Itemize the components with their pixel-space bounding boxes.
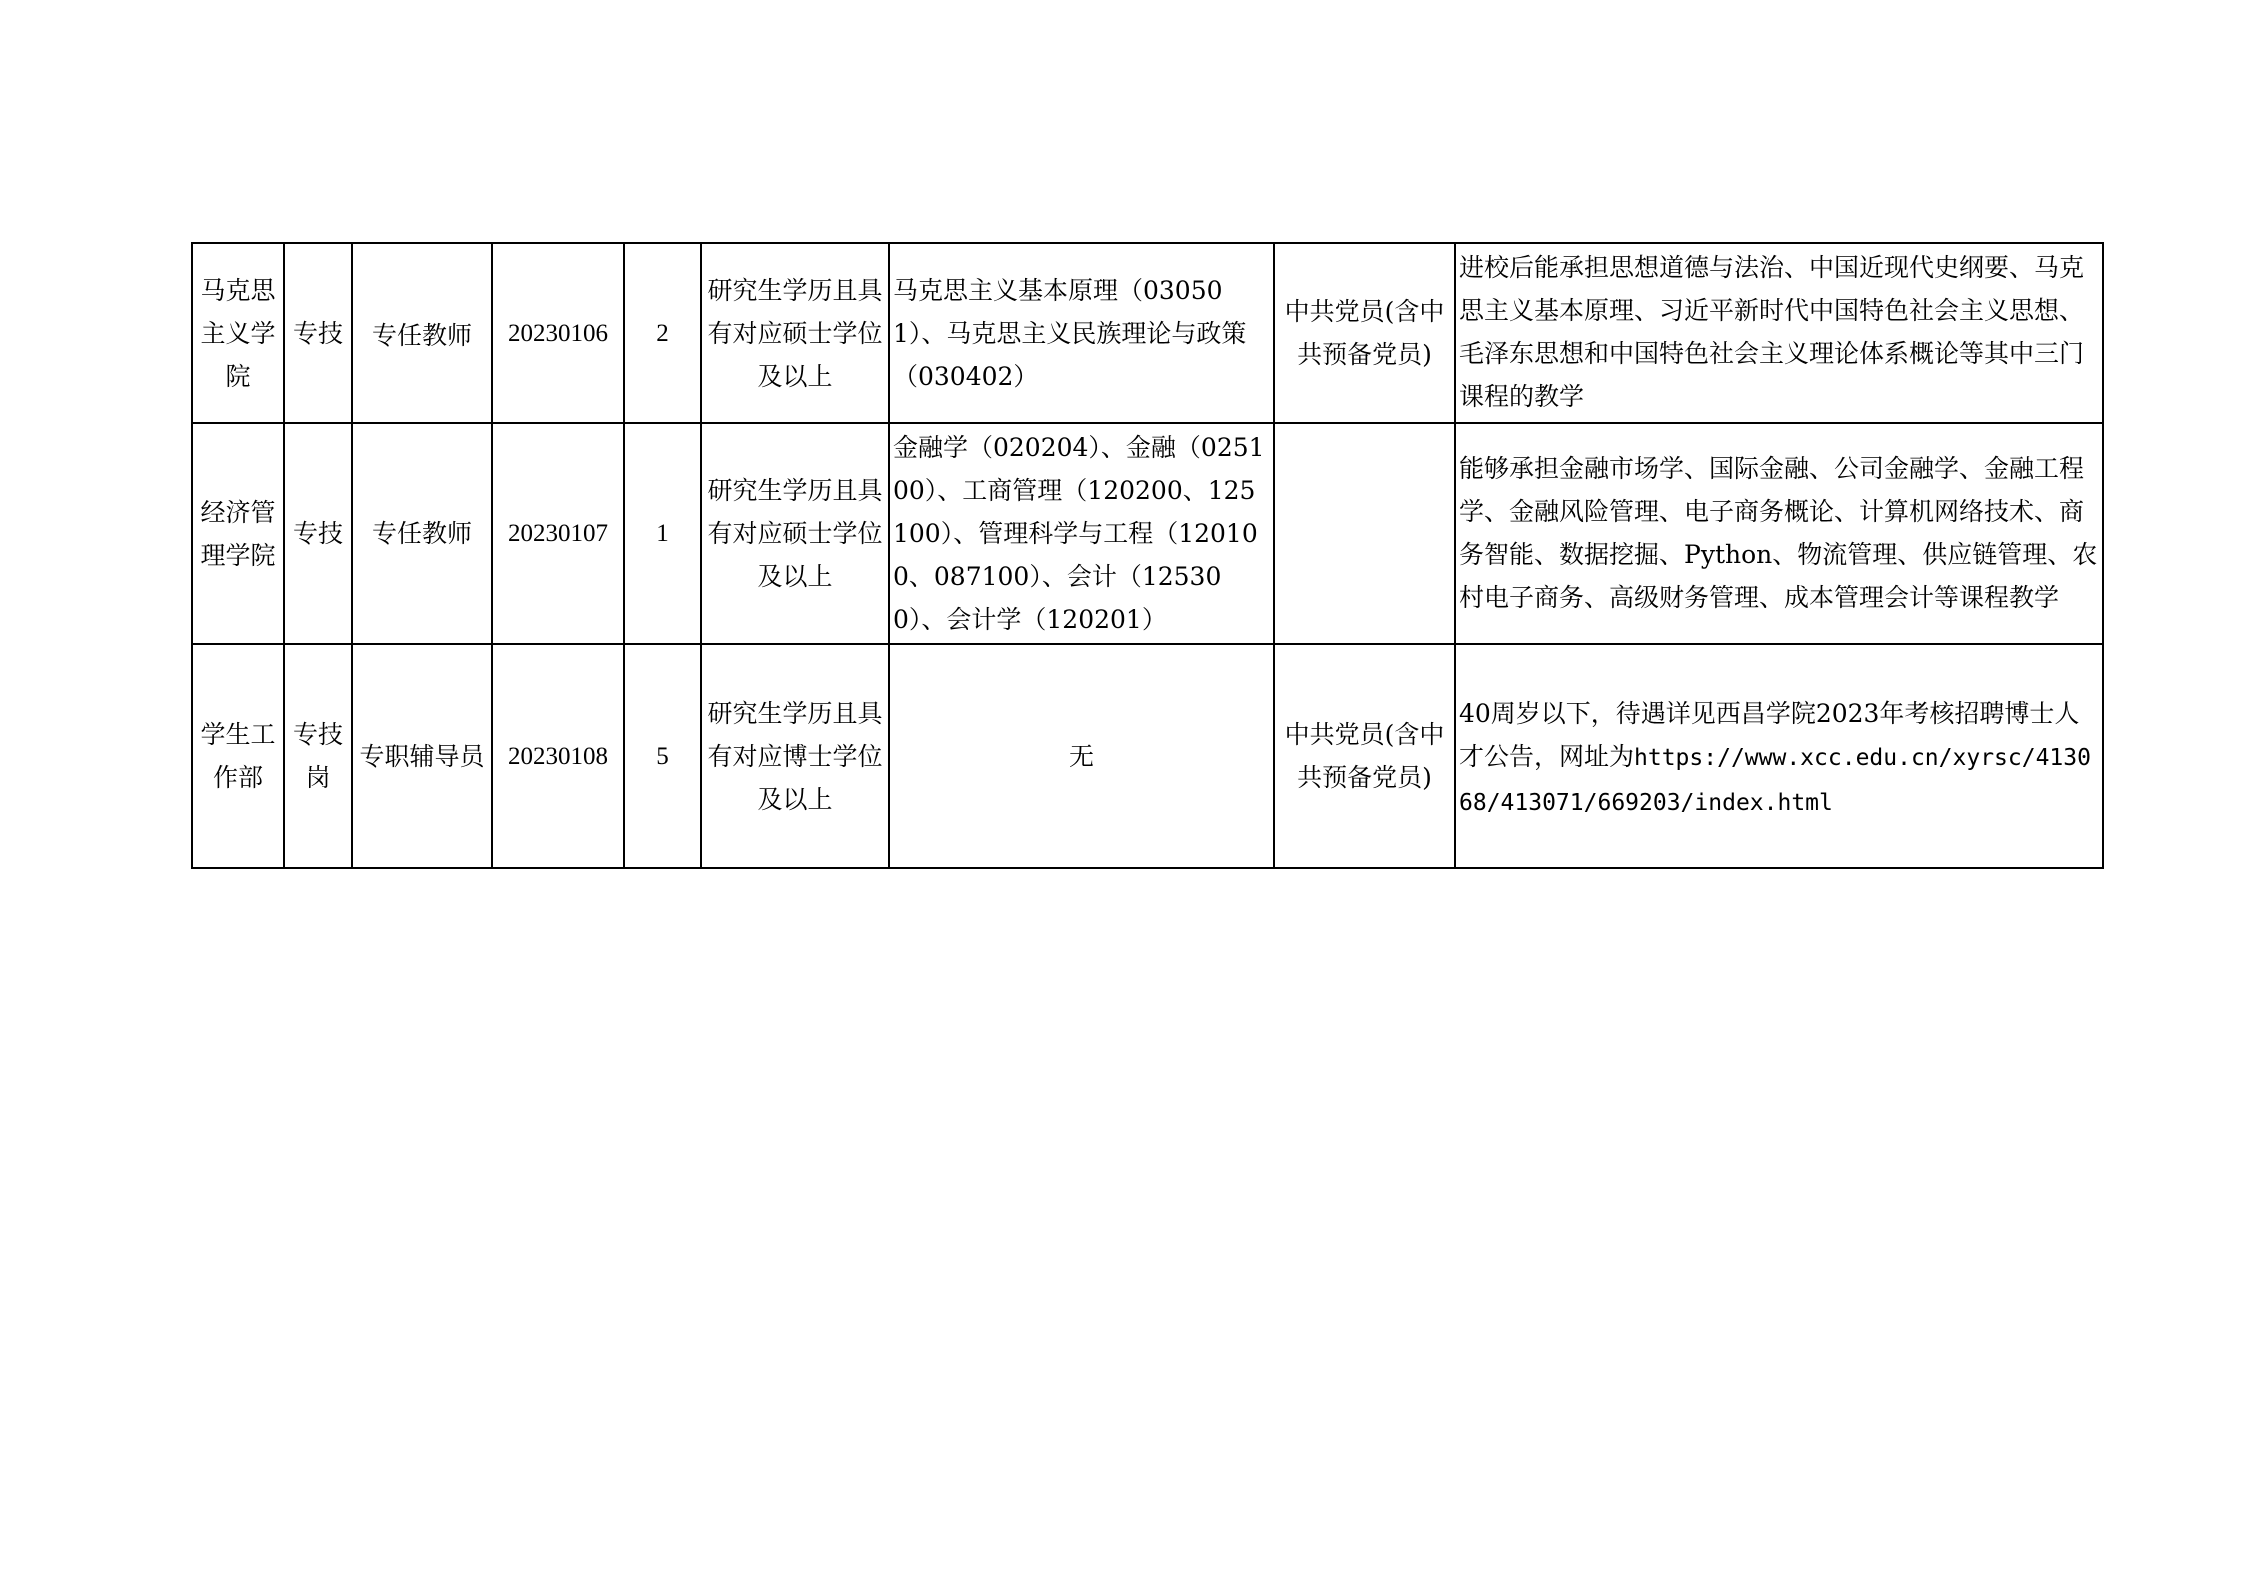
count-cell: 1 — [624, 423, 701, 644]
requirements-cell — [1455, 423, 2103, 644]
count-cell: 5 — [624, 644, 701, 868]
majors-cell: 金融学（020204）、金融（025100）、工商管理（120200、125100）、管理科学与工程（120100、087100）、会计（125300）、会计学（120201） — [889, 423, 1274, 644]
education-cell: 研究生学历且具有对应博士学位及以上 — [701, 644, 889, 868]
table-row — [192, 644, 2103, 868]
position-cell: 专职辅导员 — [352, 644, 492, 868]
code-cell: 20230107 — [492, 423, 624, 644]
education-cell: 研究生学历且具有对应硕士学位及以上 — [701, 423, 889, 644]
requirements-cell — [1455, 644, 2103, 868]
department-cell: 经济管理学院 — [192, 423, 284, 644]
political-cell — [1274, 423, 1455, 644]
code-cell: 20230108 — [492, 644, 624, 868]
requirements-cell — [1455, 243, 2103, 423]
post-type-cell: 专技 — [284, 423, 352, 644]
position-cell: 专任教师 — [352, 423, 492, 644]
department-cell: 马克思主义学院 — [192, 243, 284, 423]
requirements-text: 40周岁以下，待遇详见西昌学院2023年考核招聘博士人才公告，网址为 — [1459, 698, 2080, 771]
department-cell: 学生工作部 — [192, 644, 284, 868]
majors-cell: 马克思主义基本原理（030501）、马克思主义民族理论与政策（030402） — [889, 243, 1274, 423]
table-row — [192, 243, 2103, 423]
majors-cell: 无 — [889, 644, 1274, 868]
code-cell: 20230106 — [492, 243, 624, 423]
requirements-text: 进校后能承担思想道德与法治、中国近现代史纲要、马克思主义基本原理、习近平新时代中国特色社会主义思想、毛泽东思想和中国特色社会主义理论体系概论等其中三门课程的教学 — [1459, 253, 2085, 411]
table-row — [192, 423, 2103, 644]
political-cell: 中共党员(含中共预备党员) — [1274, 644, 1455, 868]
requirements-url: https://www.xcc.edu.cn/xyrsc/413068/413071/669203/index.html — [1459, 744, 2091, 816]
post-type-cell: 专技岗 — [284, 644, 352, 868]
position-cell: 专任教师 — [352, 243, 492, 423]
political-cell: 中共党员(含中共预备党员) — [1274, 243, 1455, 423]
recruitment-table — [191, 242, 2104, 869]
count-cell: 2 — [624, 243, 701, 423]
requirements-text: 能够承担金融市场学、国际金融、公司金融学、金融工程学、金融风险管理、电子商务概论、计算机网络技术、商务智能、数据挖掘、Python、物流管理、供应链管理、农村电子商务、高级财务管理、成本管理会计等课程教学 — [1459, 453, 2098, 612]
post-type-cell: 专技 — [284, 243, 352, 423]
education-cell: 研究生学历且具有对应硕士学位及以上 — [701, 243, 889, 423]
